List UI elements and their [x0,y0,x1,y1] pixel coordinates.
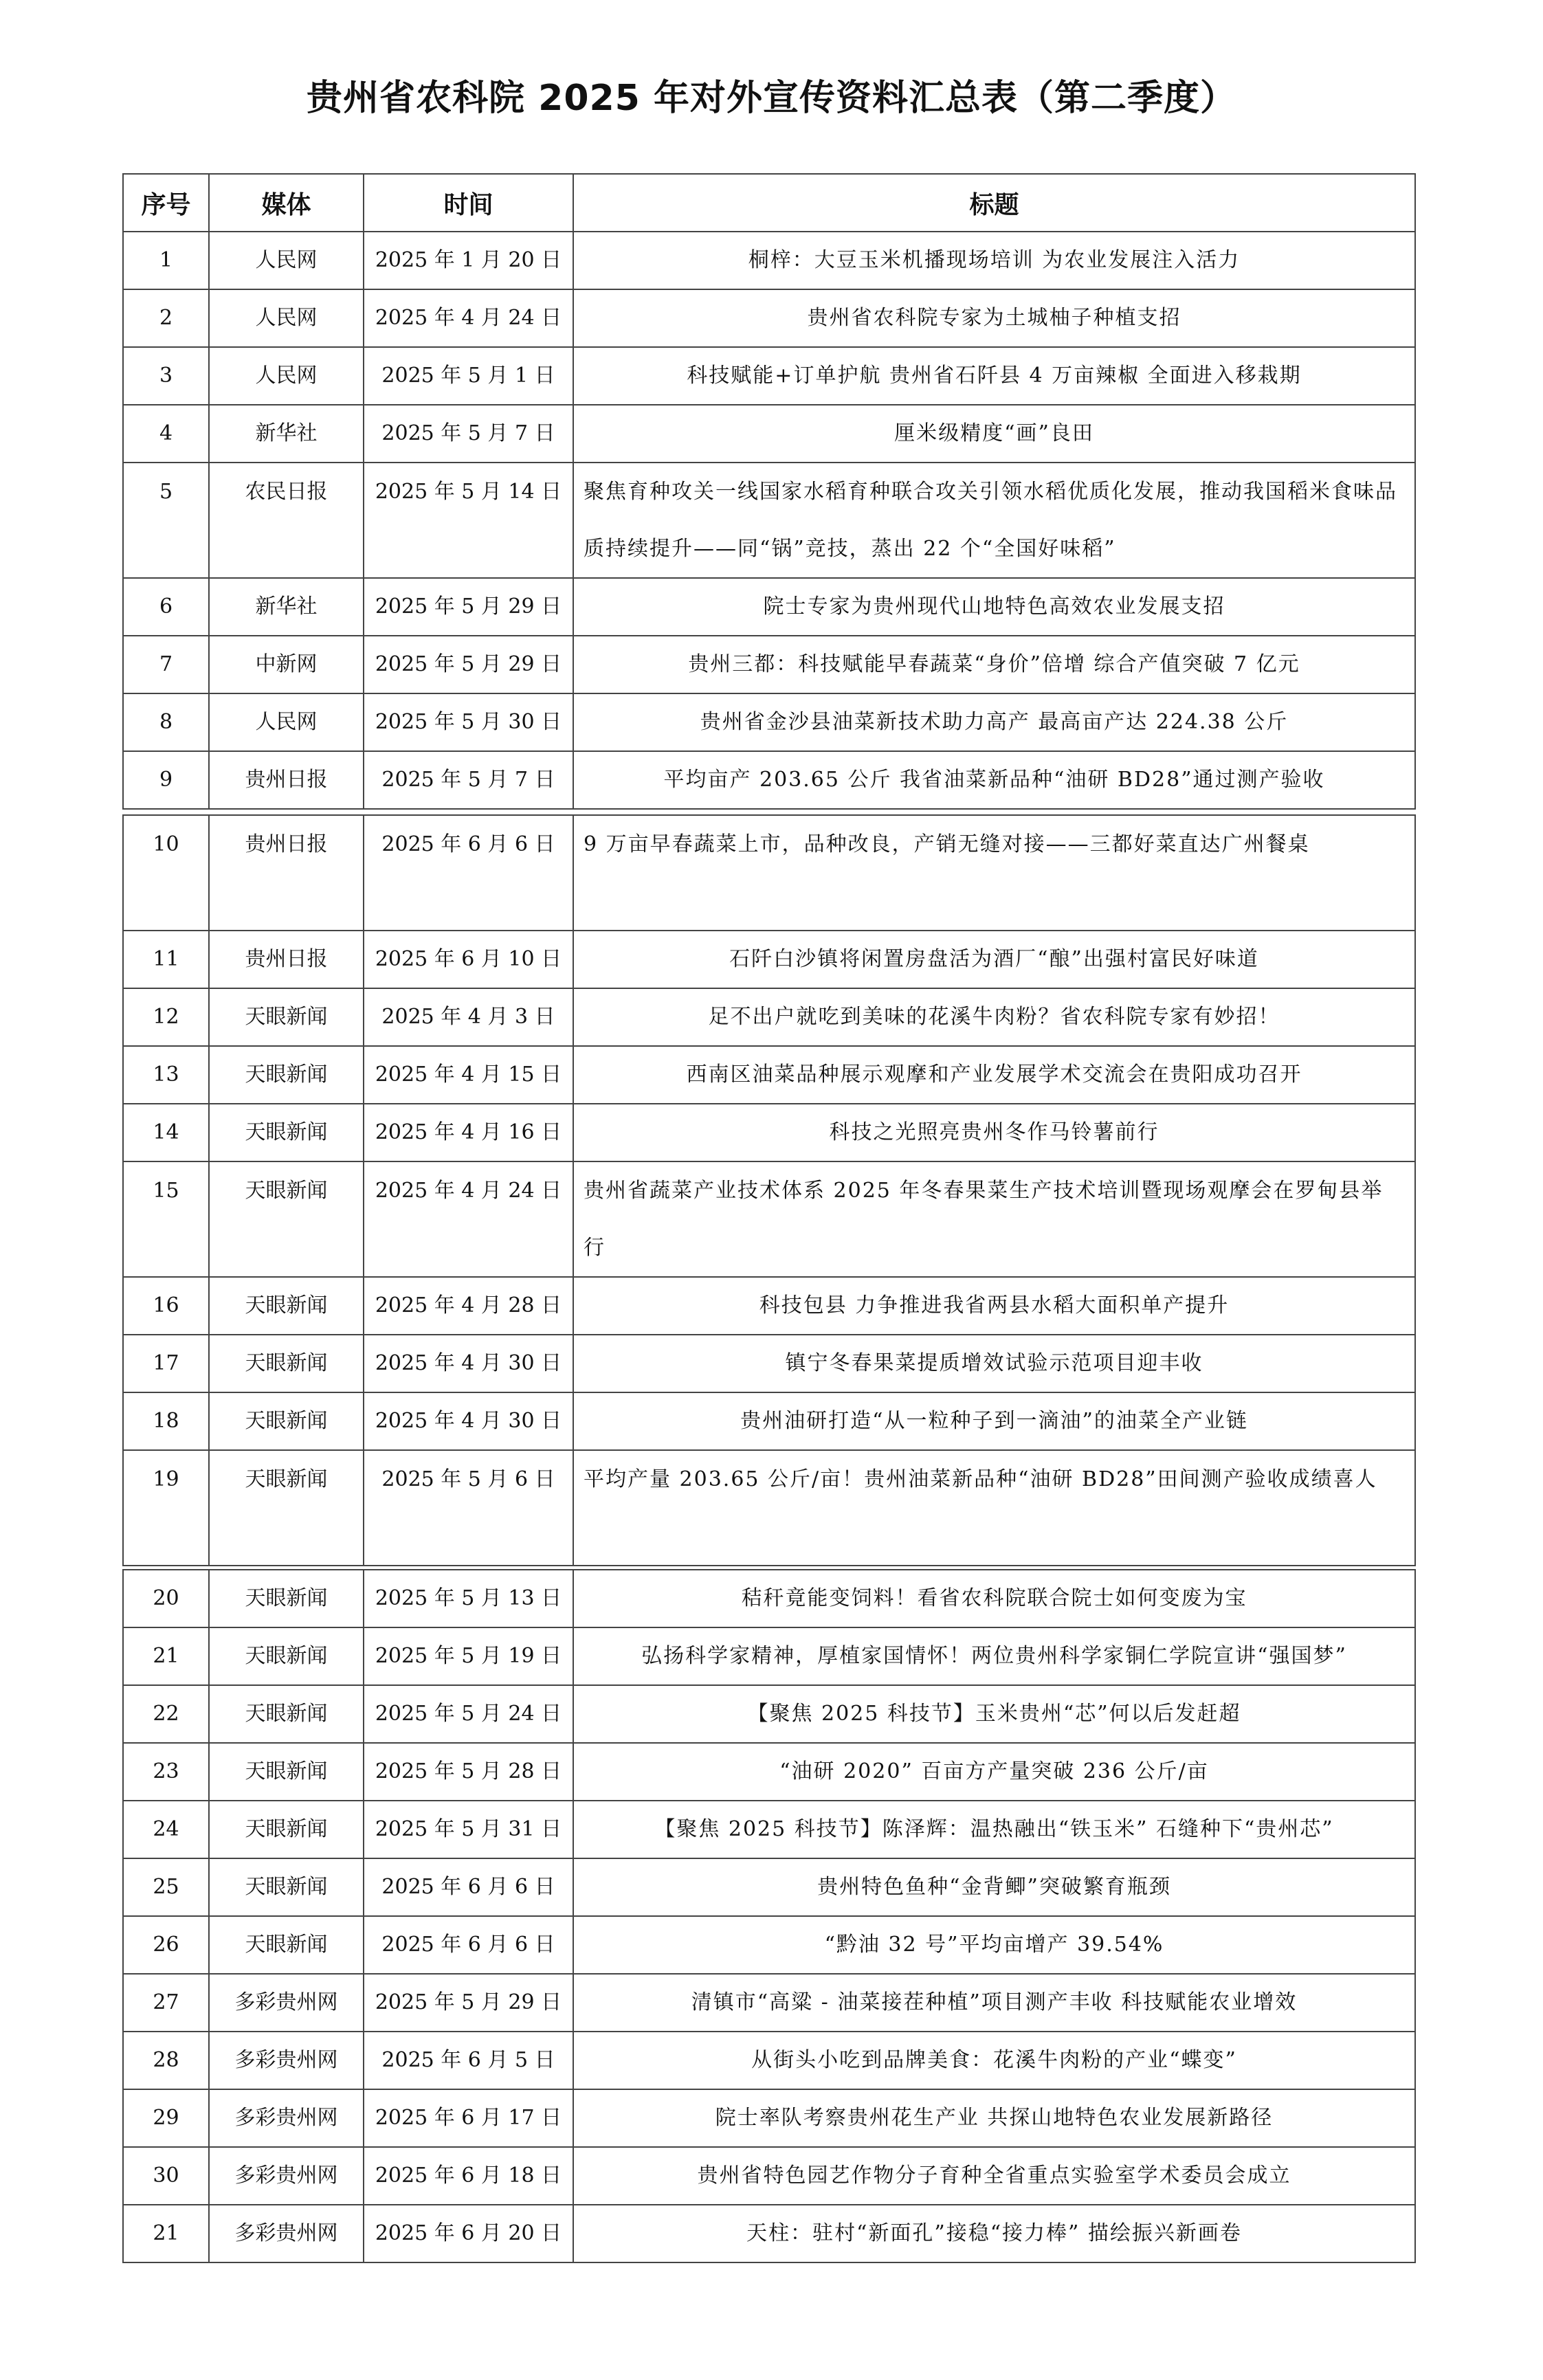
row-media: 多彩贵州网 [209,2147,364,2205]
row-title: 院士率队考察贵州花生产业 共探山地特色农业发展新路径 [573,2089,1415,2147]
row-media: 贵州日报 [209,931,364,988]
table-row [123,1570,1415,1627]
row-media: 天眼新闻 [209,1161,364,1277]
row-media: 人民网 [209,232,364,289]
row-media: 天眼新闻 [209,1570,364,1627]
row-title: 厘米级精度“画”良田 [573,405,1415,463]
row-date: 2025 年 5 月 29 日 [364,578,573,636]
row-media: 贵州日报 [209,815,364,931]
table-row [123,1161,1415,1277]
row-index: 9 [123,751,209,809]
row-index: 4 [123,405,209,463]
row-title: “油研 2020” 百亩方产量突破 236 公斤/亩 [573,1743,1415,1801]
row-title: 秸秆竟能变饲料！看省农科院联合院士如何变废为宝 [573,1570,1415,1627]
row-date: 2025 年 5 月 13 日 [364,1570,573,1627]
row-date: 2025 年 4 月 3 日 [364,988,573,1046]
row-index: 15 [123,1161,209,1277]
row-media: 多彩贵州网 [209,2205,364,2262]
row-title: 【聚焦 2025 科技节】玉米贵州“芯”何以后发赶超 [573,1685,1415,1743]
table-row [123,1974,1415,2032]
summary-table-part-3 [122,1569,1416,2263]
row-date: 2025 年 4 月 16 日 [364,1104,573,1161]
table-row [123,1743,1415,1801]
table-row [123,2147,1415,2205]
summary-table-part-1 [122,173,1416,810]
row-title: 贵州省农科院专家为土城柚子种植支招 [573,289,1415,347]
row-title: 9 万亩早春蔬菜上市，品种改良，产销无缝对接——三都好菜直达广州餐桌 [573,815,1415,931]
row-date: 2025 年 5 月 28 日 [364,1743,573,1801]
summary-table-part-2 [122,814,1416,1566]
row-title: 桐梓：大豆玉米机播现场培训 为农业发展注入活力 [573,232,1415,289]
row-index: 24 [123,1801,209,1858]
row-date: 2025 年 6 月 6 日 [364,815,573,931]
row-title: 贵州省蔬菜产业技术体系 2025 年冬春果菜生产技术培训暨现场观摩会在罗甸县举行 [573,1161,1415,1277]
row-date: 2025 年 6 月 18 日 [364,2147,573,2205]
row-date: 2025 年 5 月 7 日 [364,405,573,463]
row-index: 21 [123,1627,209,1685]
table-row [123,405,1415,463]
table-row [123,693,1415,751]
row-media: 天眼新闻 [209,1858,364,1916]
row-title: 天柱：驻村“新面孔”接稳“接力棒” 描绘振兴新画卷 [573,2205,1415,2262]
row-date: 2025 年 6 月 20 日 [364,2205,573,2262]
row-index: 22 [123,1685,209,1743]
row-title: 贵州特色鱼种“金背鲫”突破繁育瓶颈 [573,1858,1415,1916]
row-title: 平均产量 203.65 公斤/亩！贵州油菜新品种“油研 BD28”田间测产验收成绩喜人 [573,1450,1415,1566]
row-title: 从街头小吃到品牌美食：花溪牛肉粉的产业“蝶变” [573,2032,1415,2089]
row-index: 11 [123,931,209,988]
table-row [123,636,1415,693]
row-index: 21 [123,2205,209,2262]
row-title: 贵州油研打造“从一粒种子到一滴油”的油菜全产业链 [573,1392,1415,1450]
row-index: 8 [123,693,209,751]
row-index: 14 [123,1104,209,1161]
table-row [123,751,1415,809]
table-row [123,1450,1415,1566]
row-media: 天眼新闻 [209,1046,364,1104]
table-row [123,988,1415,1046]
table-row [123,232,1415,289]
row-media: 天眼新闻 [209,1743,364,1801]
row-index: 1 [123,232,209,289]
row-index: 3 [123,347,209,405]
row-title: “黔油 32 号”平均亩增产 39.54% [573,1916,1415,1974]
row-media: 人民网 [209,693,364,751]
row-title: 平均亩产 203.65 公斤 我省油菜新品种“油研 BD28”通过测产验收 [573,751,1415,809]
row-index: 26 [123,1916,209,1974]
row-media: 多彩贵州网 [209,2032,364,2089]
row-title: 贵州省特色园艺作物分子育种全省重点实验室学术委员会成立 [573,2147,1415,2205]
row-date: 2025 年 5 月 30 日 [364,693,573,751]
row-date: 2025 年 5 月 7 日 [364,751,573,809]
table-row [123,347,1415,405]
row-date: 2025 年 6 月 17 日 [364,2089,573,2147]
row-media: 天眼新闻 [209,1277,364,1335]
row-date: 2025 年 6 月 6 日 [364,1858,573,1916]
row-media: 天眼新闻 [209,1627,364,1685]
row-date: 2025 年 4 月 24 日 [364,289,573,347]
row-date: 2025 年 5 月 19 日 [364,1627,573,1685]
table-row [123,463,1415,578]
table-row [123,289,1415,347]
row-date: 2025 年 5 月 14 日 [364,463,573,578]
row-media: 人民网 [209,289,364,347]
row-date: 2025 年 5 月 31 日 [364,1801,573,1858]
row-date: 2025 年 6 月 6 日 [364,1916,573,1974]
row-media: 贵州日报 [209,751,364,809]
table-row [123,1916,1415,1974]
table-header-row [123,174,1415,232]
row-date: 2025 年 4 月 30 日 [364,1335,573,1392]
row-date: 2025 年 4 月 15 日 [364,1046,573,1104]
table-row [123,2205,1415,2262]
row-media: 人民网 [209,347,364,405]
row-date: 2025 年 6 月 5 日 [364,2032,573,2089]
row-index: 2 [123,289,209,347]
table-row [123,578,1415,636]
row-date: 2025 年 5 月 29 日 [364,1974,573,2032]
table-row [123,1392,1415,1450]
table-row [123,1046,1415,1104]
row-title: 聚焦育种攻关一线国家水稻育种联合攻关引领水稻优质化发展，推动我国稻米食味品质持续提升——同“锅”竞技，蒸出 22 个“全国好味稻” [573,463,1415,578]
table-row [123,2089,1415,2147]
row-index: 10 [123,815,209,931]
row-media: 天眼新闻 [209,1450,364,1566]
row-media: 多彩贵州网 [209,1974,364,2032]
row-media: 多彩贵州网 [209,2089,364,2147]
row-date: 2025 年 5 月 24 日 [364,1685,573,1743]
row-index: 16 [123,1277,209,1335]
row-index: 13 [123,1046,209,1104]
table-row [123,1685,1415,1743]
row-title: 石阡白沙镇将闲置房盘活为酒厂“酿”出强村富民好味道 [573,931,1415,988]
header-index: 序号 [123,174,209,232]
row-media: 天眼新闻 [209,1801,364,1858]
row-index: 17 [123,1335,209,1392]
row-media: 天眼新闻 [209,988,364,1046]
row-index: 28 [123,2032,209,2089]
row-title: 西南区油菜品种展示观摩和产业发展学术交流会在贵阳成功召开 [573,1046,1415,1104]
row-index: 20 [123,1570,209,1627]
row-media: 天眼新闻 [209,1685,364,1743]
row-title: 镇宁冬春果菜提质增效试验示范项目迎丰收 [573,1335,1415,1392]
row-index: 7 [123,636,209,693]
row-media: 天眼新闻 [209,1392,364,1450]
row-title: 足不出户就吃到美味的花溪牛肉粉？省农科院专家有妙招！ [573,988,1415,1046]
row-index: 5 [123,463,209,578]
row-date: 2025 年 4 月 30 日 [364,1392,573,1450]
table-row [123,1627,1415,1685]
row-media: 农民日报 [209,463,364,578]
row-title: 清镇市“高粱 - 油菜接茬种植”项目测产丰收 科技赋能农业增效 [573,1974,1415,2032]
row-index: 18 [123,1392,209,1450]
row-date: 2025 年 5 月 6 日 [364,1450,573,1566]
row-title: 院士专家为贵州现代山地特色高效农业发展支招 [573,578,1415,636]
row-index: 25 [123,1858,209,1916]
row-media: 天眼新闻 [209,1335,364,1392]
table-row [123,815,1415,931]
row-title: 科技包县 力争推进我省两县水稻大面积单产提升 [573,1277,1415,1335]
header-title: 标题 [573,174,1415,232]
row-title: 科技赋能+订单护航 贵州省石阡县 4 万亩辣椒 全面进入移栽期 [573,347,1415,405]
row-date: 2025 年 1 月 20 日 [364,232,573,289]
row-index: 23 [123,1743,209,1801]
row-title: 科技之光照亮贵州冬作马铃薯前行 [573,1104,1415,1161]
table-row [123,1104,1415,1161]
row-date: 2025 年 4 月 24 日 [364,1161,573,1277]
row-index: 19 [123,1450,209,1566]
row-date: 2025 年 6 月 10 日 [364,931,573,988]
table-row [123,1801,1415,1858]
table-row [123,1858,1415,1916]
row-media: 中新网 [209,636,364,693]
row-date: 2025 年 4 月 28 日 [364,1277,573,1335]
row-title: 【聚焦 2025 科技节】陈泽辉：温热融出“铁玉米” 石缝种下“贵州芯” [573,1801,1415,1858]
header-date: 时间 [364,174,573,232]
row-title: 弘扬科学家精神，厚植家国情怀！两位贵州科学家铜仁学院宣讲“强国梦” [573,1627,1415,1685]
table-row [123,931,1415,988]
row-media: 新华社 [209,578,364,636]
document-title: 贵州省农科院 2025 年对外宣传资料汇总表（第二季度） [307,78,1236,119]
table-row [123,1335,1415,1392]
row-media: 天眼新闻 [209,1916,364,1974]
row-index: 29 [123,2089,209,2147]
row-index: 12 [123,988,209,1046]
table-row [123,2032,1415,2089]
row-media: 天眼新闻 [209,1104,364,1161]
row-index: 6 [123,578,209,636]
header-media: 媒体 [209,174,364,232]
row-index: 30 [123,2147,209,2205]
row-media: 新华社 [209,405,364,463]
row-index: 27 [123,1974,209,2032]
row-date: 2025 年 5 月 1 日 [364,347,573,405]
row-date: 2025 年 5 月 29 日 [364,636,573,693]
row-title: 贵州省金沙县油菜新技术助力高产 最高亩产达 224.38 公斤 [573,693,1415,751]
table-row [123,1277,1415,1335]
row-title: 贵州三都：科技赋能早春蔬菜“身价”倍增 综合产值突破 7 亿元 [573,636,1415,693]
